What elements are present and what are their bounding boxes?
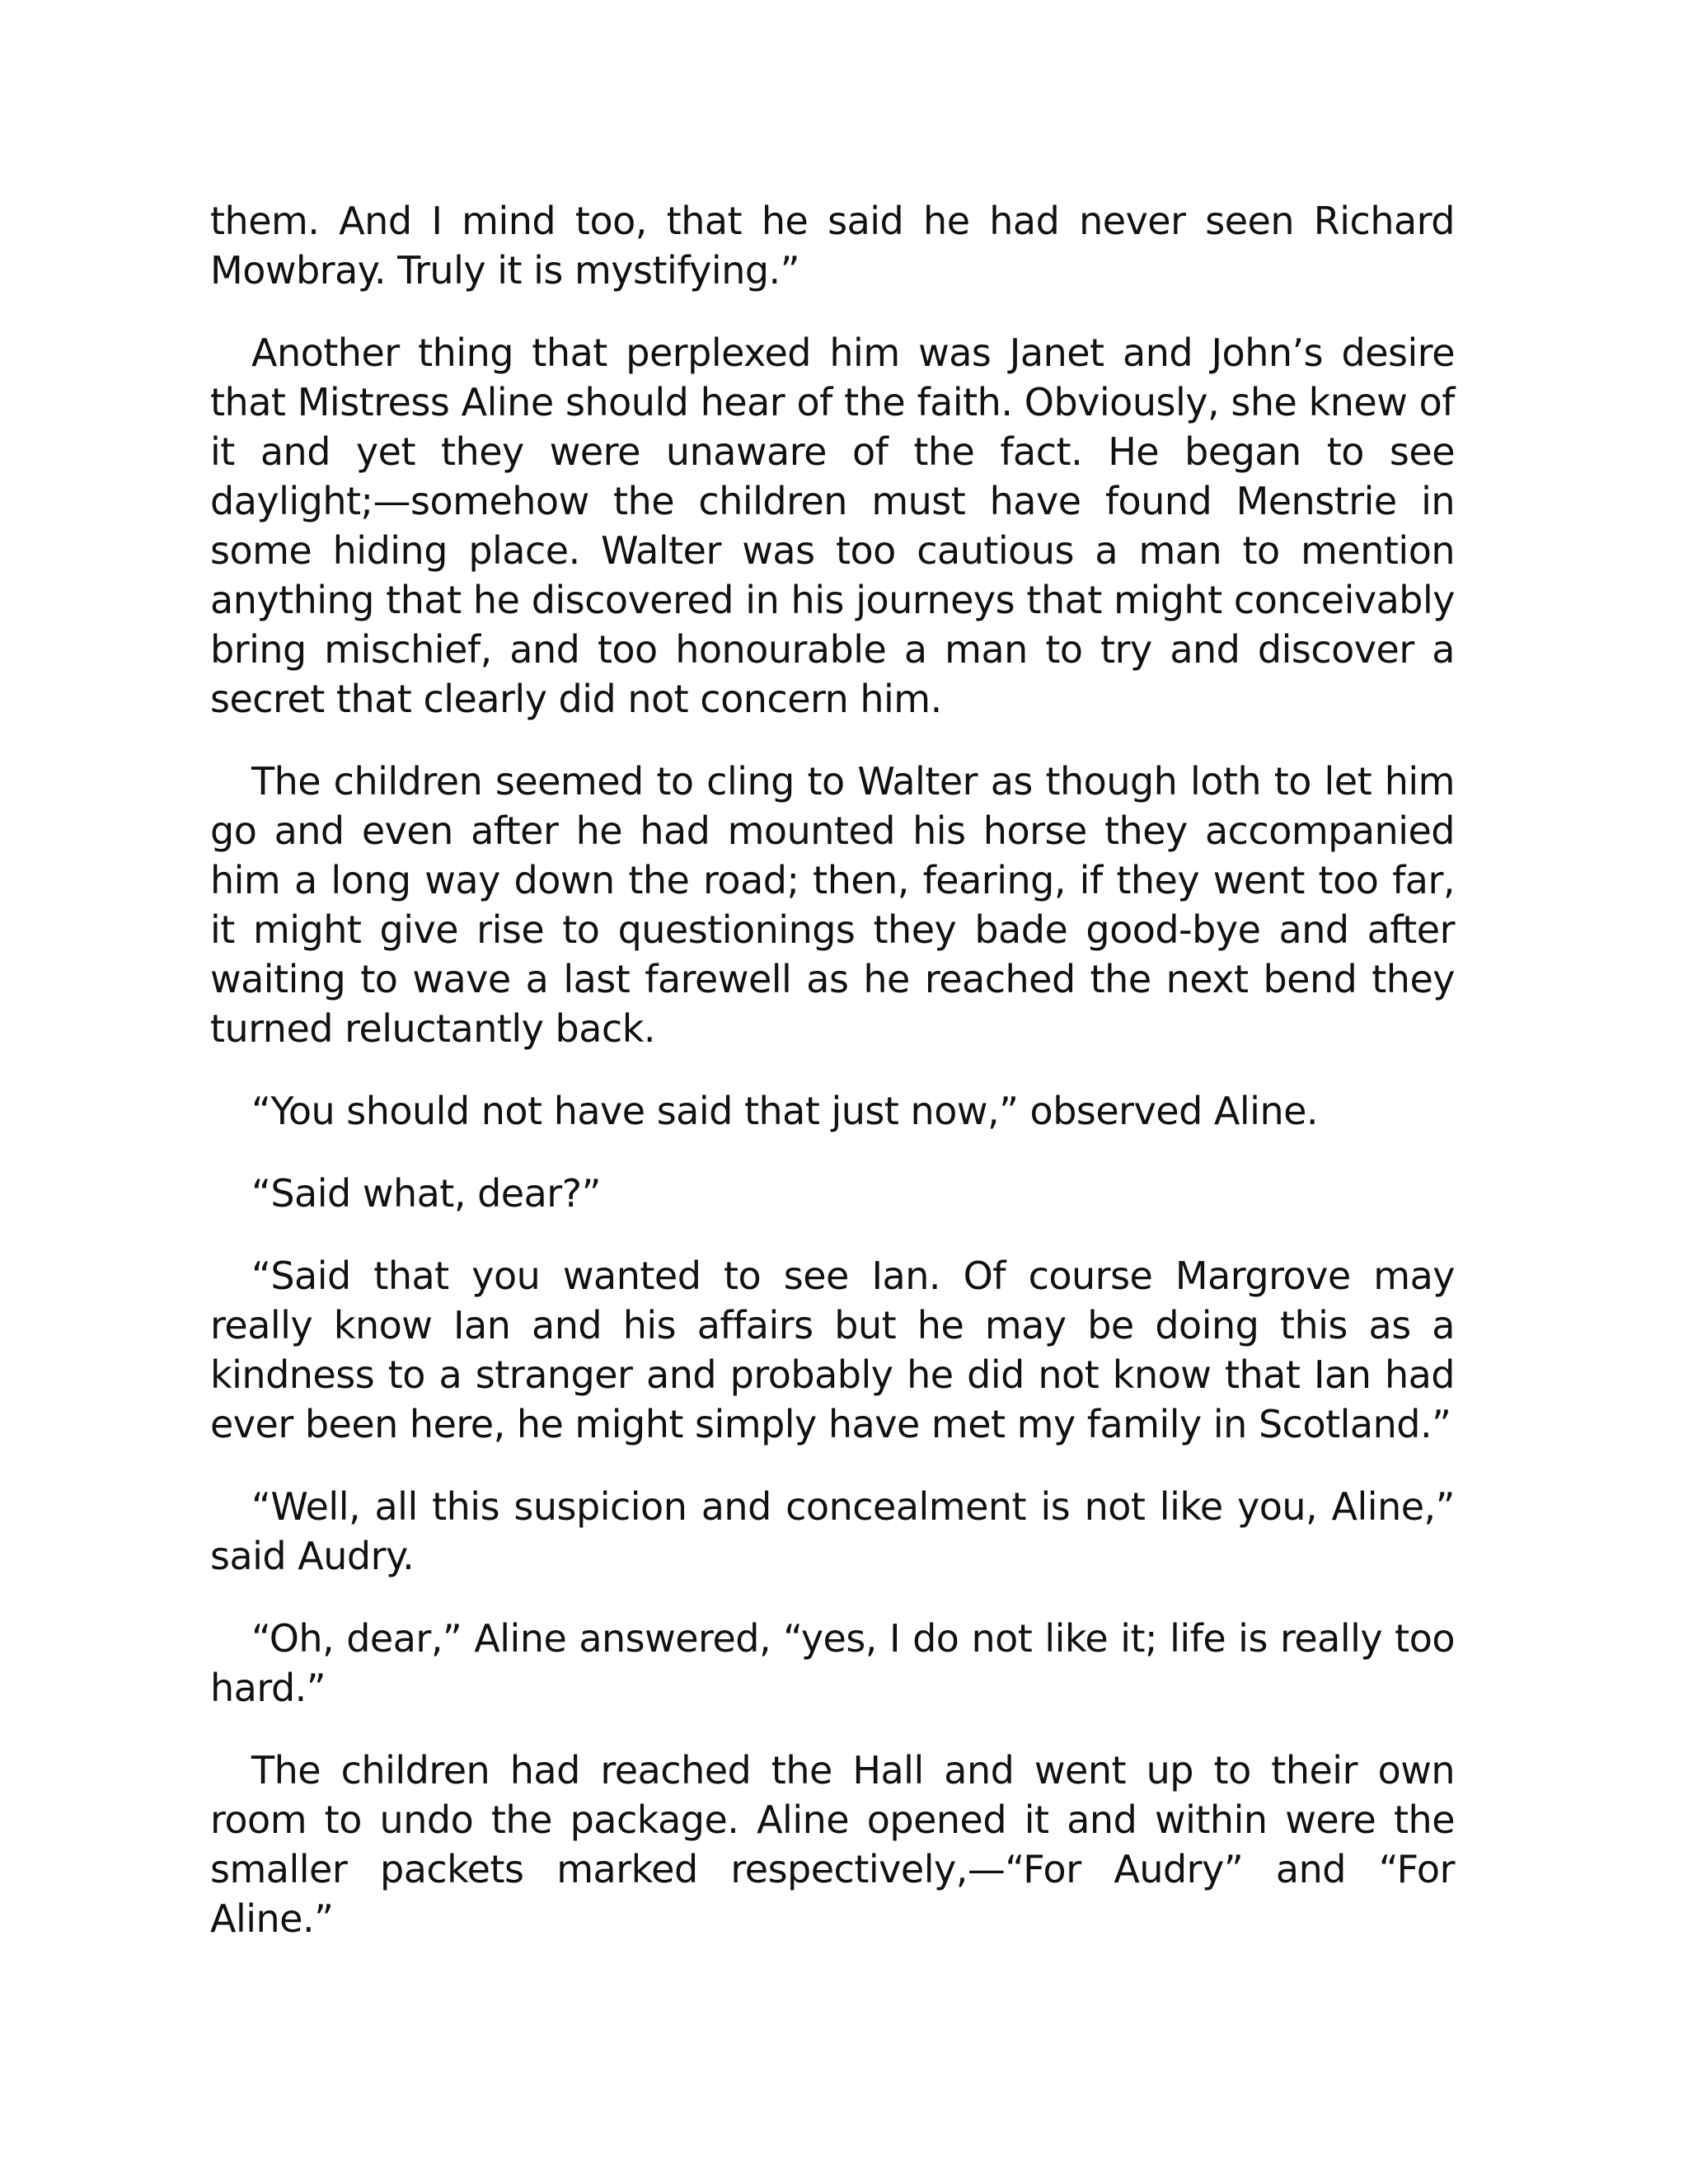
book-page bbox=[210, 196, 1455, 1976]
paragraph-9: The children had reached the Hall and went up to their own room to undo the package. Aline opened it and within were the smaller packets marked respectively,—“For Audry” and “For Aline.” bbox=[210, 1748, 1455, 1941]
paragraph-4: “You should not have said that just now,” observed Aline. bbox=[251, 1089, 1319, 1133]
paragraph-3: The children seemed to cling to Walter as though loth to let him go and even after he had mounted his horse they accompanied him a long way down the road; then, fearing, if they went too far, it might give rise to questionings they bade good-bye and after waiting to wave a last farewell as he reached the next bend they turned reluctantly back. bbox=[210, 759, 1455, 1051]
paragraph-2: Another thing that perplexed him was Janet and John’s desire that Mistress Aline should hear of the faith. Obviously, she knew of it and yet they were unaware of the fact. He began to see daylight;—somehow the children must have found Menstrie in some hiding place. Walter was too cautious a man to mention anything that he discovered in his journeys that might conceivably bring mischief, and too honourable a man to try and discover a secret that clearly did not concern him. bbox=[210, 330, 1455, 721]
paragraph-5: “Said what, dear?” bbox=[251, 1171, 601, 1216]
paragraph-8: “Oh, dear,” Aline answered, “yes, I do not like it; life is really too hard.” bbox=[210, 1616, 1455, 1710]
paragraph-7: “Well, all this suspicion and concealment is not like you, Aline,” said Audry. bbox=[210, 1484, 1455, 1578]
paragraph-6: “Said that you wanted to see Ian. Of course Margrove may really know Ian and his affairs but he may be doing this as a kindness to a stranger and probably he did not know that Ian had ever been here, he might simply have met my family in Scotland.” bbox=[210, 1254, 1455, 1446]
paragraph-1: them. And I mind too, that he said he had never seen Richard Mowbray. Truly it is mystifying.” bbox=[210, 199, 1455, 293]
